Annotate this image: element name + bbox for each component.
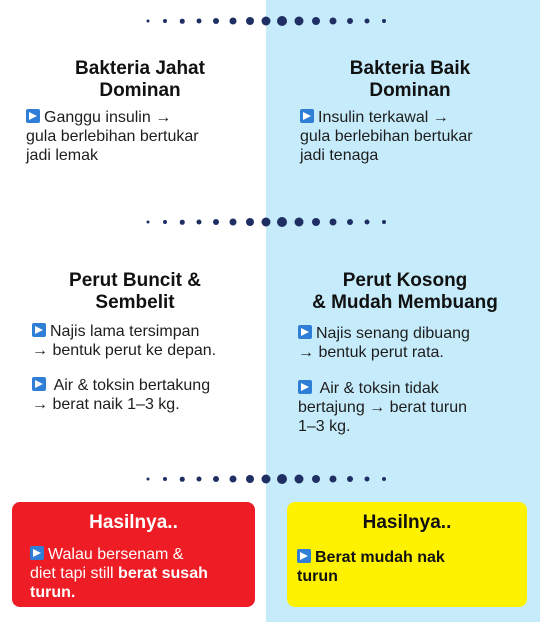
result-right-line1-bold: Berat mudah nak bbox=[315, 549, 445, 566]
right-heading-1-line2: Dominan bbox=[369, 80, 451, 101]
divider-dot bbox=[382, 477, 386, 481]
result-left-line2-plain: diet tapi still bbox=[30, 565, 119, 582]
left-text-1-line3: jadi lemak bbox=[26, 147, 99, 164]
right-heading-1-line1: Bakteria Baik bbox=[349, 58, 471, 79]
left-text-2a bbox=[32, 322, 264, 360]
divider-dot bbox=[347, 219, 353, 225]
divider-dot bbox=[312, 218, 320, 226]
right-text-2a bbox=[298, 324, 534, 362]
right-text-2a-line1: Najis senang dibuang bbox=[316, 325, 470, 342]
left-heading-2 bbox=[15, 270, 255, 314]
right-text-1 bbox=[300, 108, 536, 165]
divider-dot bbox=[180, 477, 185, 482]
divider-dot bbox=[163, 477, 167, 481]
divider-dot bbox=[180, 19, 185, 24]
divider-dot bbox=[246, 218, 254, 226]
left-text-2b-line2: → berat naik 1–3 kg. bbox=[32, 396, 180, 413]
divider-dot bbox=[213, 219, 219, 225]
divider-dot bbox=[347, 18, 353, 24]
divider-dot bbox=[262, 475, 271, 484]
left-heading-2-line1: Perut Buncit & bbox=[69, 270, 201, 291]
divider-dot bbox=[163, 220, 167, 224]
divider-dot bbox=[365, 477, 370, 482]
result-right-title: Hasilnya.. bbox=[362, 512, 452, 533]
divider-dot bbox=[147, 20, 150, 23]
right-heading-1 bbox=[290, 58, 530, 102]
dot-divider-top bbox=[0, 15, 540, 27]
result-left-text bbox=[30, 545, 247, 602]
right-arrow-icon bbox=[26, 109, 40, 123]
right-text-1-line1: Insulin terkawal → bbox=[318, 109, 449, 126]
dot-divider-bottom bbox=[0, 473, 540, 485]
left-text-1 bbox=[26, 108, 264, 165]
divider-dot bbox=[330, 18, 337, 25]
divider-dot bbox=[295, 218, 304, 227]
right-text-2b-line2: bertajung → berat turun bbox=[298, 399, 467, 416]
divider-dot bbox=[147, 221, 150, 224]
right-text-1-line3: jadi tenaga bbox=[300, 147, 379, 164]
divider-dot bbox=[365, 19, 370, 24]
divider-dot bbox=[246, 475, 254, 483]
divider-dot bbox=[163, 19, 167, 23]
result-left-line2-bold: berat susah bbox=[118, 565, 208, 582]
divider-dot bbox=[330, 476, 337, 483]
divider-dot bbox=[180, 220, 185, 225]
result-box-left bbox=[12, 502, 255, 607]
divider-dot bbox=[197, 19, 202, 24]
right-text-2b-line1: Air & toksin tidak bbox=[316, 380, 439, 397]
divider-dot bbox=[295, 17, 304, 26]
divider-dot bbox=[347, 476, 353, 482]
divider-dot bbox=[230, 18, 237, 25]
right-heading-2-line1: Perut Kosong bbox=[342, 270, 468, 291]
divider-dot bbox=[382, 220, 386, 224]
right-arrow-icon bbox=[297, 549, 311, 563]
right-text-2a-line2: → bentuk perut rata. bbox=[298, 344, 444, 361]
result-left-line1: Walau bersenam & bbox=[48, 546, 184, 563]
divider-dot bbox=[312, 17, 320, 25]
divider-dot bbox=[277, 474, 287, 484]
dot-divider-middle bbox=[0, 216, 540, 228]
right-text-2b bbox=[298, 379, 534, 436]
left-text-2a-line1: Najis lama tersimpan bbox=[50, 323, 200, 340]
divider-dot bbox=[295, 475, 304, 484]
divider-dot bbox=[213, 18, 219, 24]
divider-dot bbox=[365, 220, 370, 225]
right-arrow-icon bbox=[298, 380, 312, 394]
divider-dot bbox=[230, 219, 237, 226]
divider-dot bbox=[213, 476, 219, 482]
divider-dot bbox=[147, 478, 150, 481]
left-text-2b-line1: Air & toksin bertakung bbox=[50, 377, 211, 394]
right-arrow-icon bbox=[32, 377, 46, 391]
left-heading-1-line2: Dominan bbox=[99, 80, 181, 101]
divider-dot bbox=[262, 218, 271, 227]
result-left-title: Hasilnya.. bbox=[89, 512, 178, 533]
right-arrow-icon bbox=[32, 323, 46, 337]
divider-dot bbox=[277, 217, 287, 227]
left-text-1-line2: gula berlebihan bertukar bbox=[26, 128, 199, 145]
left-heading-2-line2: Sembelit bbox=[95, 292, 175, 313]
divider-dot bbox=[230, 476, 237, 483]
divider-dot bbox=[246, 17, 254, 25]
right-text-2b-line3: 1–3 kg. bbox=[298, 418, 351, 435]
right-text-1-line2: gula berlebihan bertukar bbox=[300, 128, 473, 145]
left-text-1-line1: Ganggu insulin → bbox=[44, 109, 172, 126]
result-right-line2-bold: turun bbox=[297, 568, 338, 585]
right-heading-2 bbox=[280, 270, 530, 314]
result-right-text bbox=[297, 548, 519, 586]
result-left-line3-bold: turun. bbox=[30, 584, 76, 601]
right-heading-2-line2: & Mudah Membuang bbox=[312, 292, 498, 313]
right-arrow-icon bbox=[30, 546, 44, 560]
divider-dot bbox=[312, 475, 320, 483]
divider-dot bbox=[277, 16, 287, 26]
divider-dot bbox=[330, 219, 337, 226]
left-text-2b bbox=[32, 376, 264, 414]
left-heading-1 bbox=[20, 58, 260, 102]
right-arrow-icon bbox=[298, 325, 312, 339]
divider-dot bbox=[262, 17, 271, 26]
left-heading-1-line1: Bakteria Jahat bbox=[75, 58, 205, 79]
divider-dot bbox=[382, 19, 386, 23]
divider-dot bbox=[197, 220, 202, 225]
result-box-right bbox=[287, 502, 527, 607]
divider-dot bbox=[197, 477, 202, 482]
right-arrow-icon bbox=[300, 109, 314, 123]
left-text-2a-line2: → bentuk perut ke depan. bbox=[32, 342, 217, 359]
